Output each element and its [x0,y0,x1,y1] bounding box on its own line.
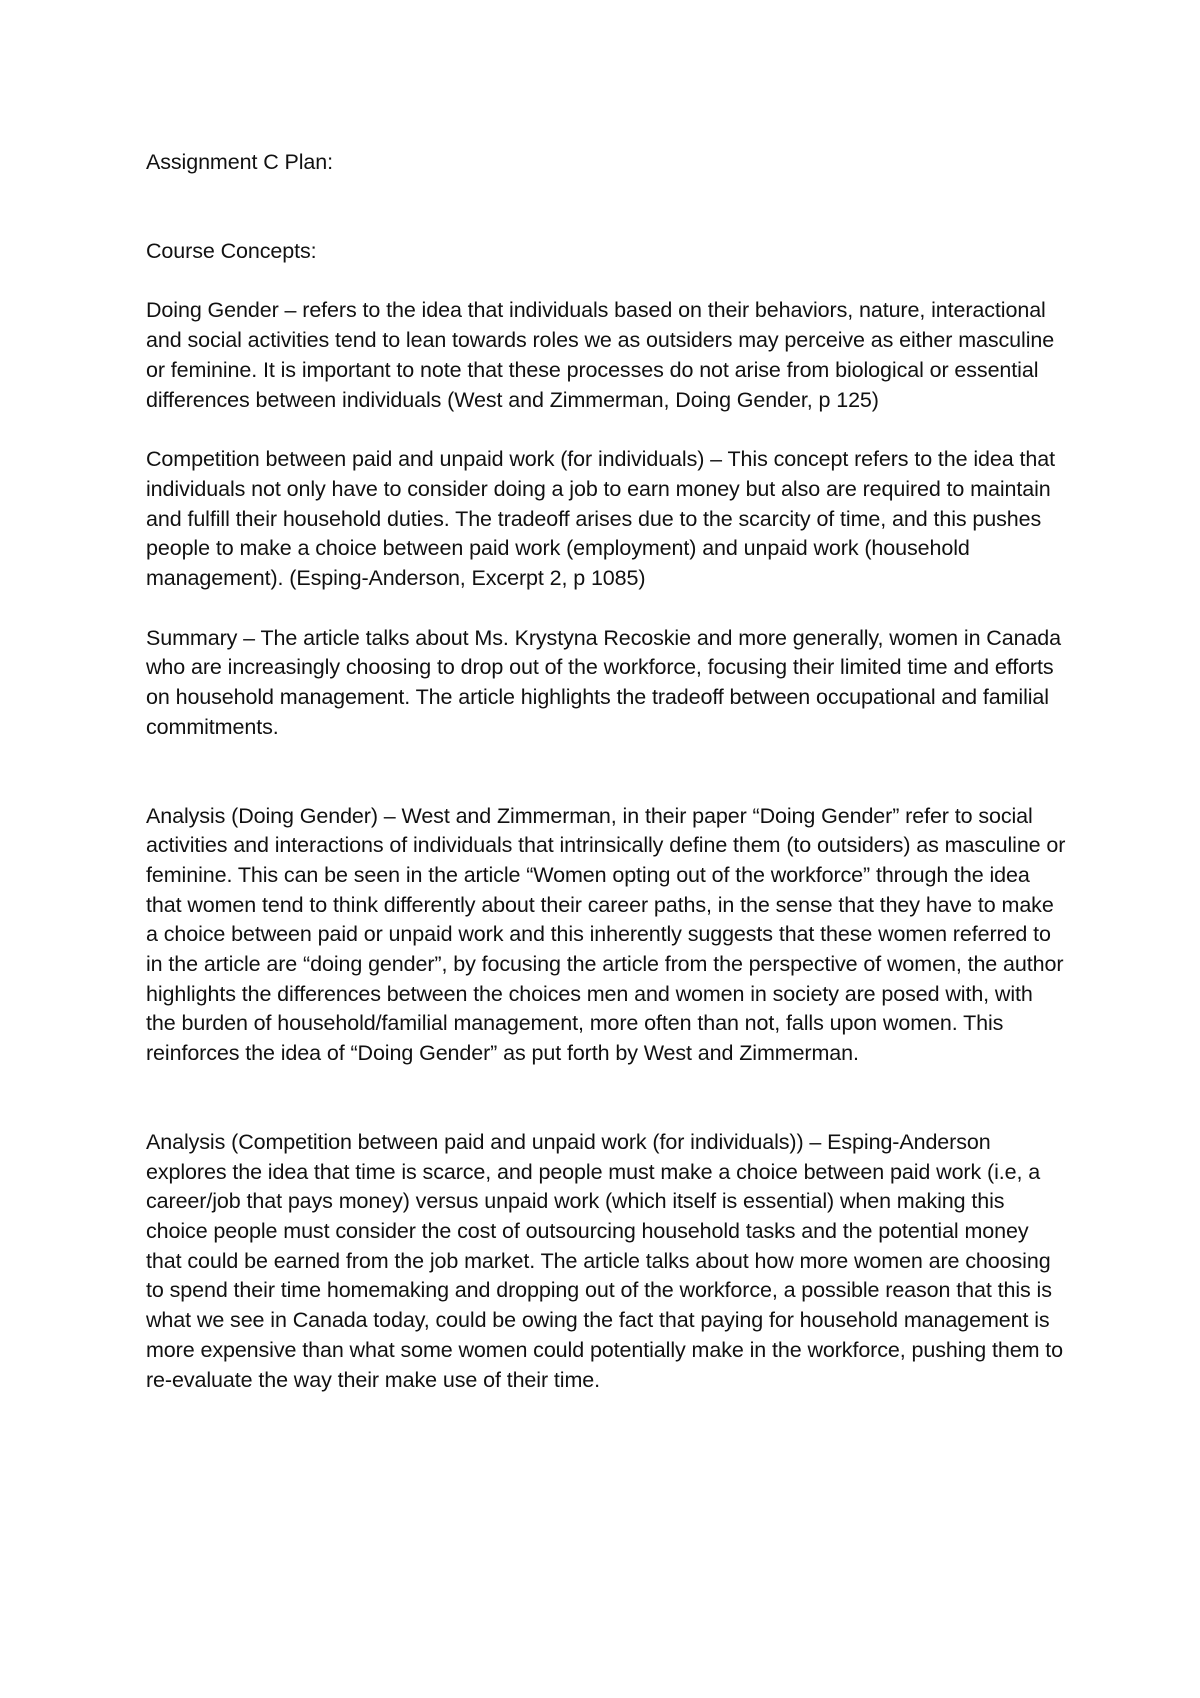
paragraph-doing-gender: Doing Gender – refers to the idea that individuals based on their behaviors, nature, interactional and social activities tend to lean towards roles we as outsiders may perceive as either masculine or feminine. It is important to note that these processes do not arise from biological or essential differences between individuals (West and Zimmerman, Doing Gender, p 125) [146,298,1055,412]
document-page [146,148,1066,1395]
paragraph-competition-paid-unpaid: Competition between paid and unpaid work (for individuals) – This concept refers to the idea that individuals not only have to consider doing a job to earn money but also are required to maintain and fulfill their household duties. The tradeoff arises due to the scarcity of time, and this pushes people to make a choice between paid work (employment) and unpaid work (household management). (Esping-Anderson, Excerpt 2, p 1085) [146,447,1055,591]
paragraph-analysis-competition: Analysis (Competition between paid and unpaid work (for individuals)) – Esping-Anderson explores the idea that time is scarce, and people must make a choice between paid work (i.e, a career/job that pays money) versus unpaid work (which itself is essential) when making this choice people must consider the cost of outsourcing household tasks and the potential money that could be earned from the job market. The article talks about how more women are choosing to spend their time homemaking and dropping out of the workforce, a possible reason that this is what we see in Canada today, could be owing the fact that paying for household management is more expensive than what some women could potentially make in the workforce, pushing them to re-evaluate the way their make use of their time. [146,1129,1063,1392]
paragraph-summary: Summary – The article talks about Ms. Krystyna Recoskie and more generally, women in Canada who are increasingly choosing to drop out of the workforce, focusing their limited time and efforts on household management. The article highlights the tradeoff between occupational and familial commitments. [146,625,1062,739]
section-heading-course-concepts: Course Concepts: [146,238,317,263]
document-title: Assignment C Plan: [146,150,334,174]
paragraph-analysis-doing-gender: Analysis (Doing Gender) – West and Zimmerman, in their paper “Doing Gender” refer to social activities and interactions of individuals that intrinsically define them (to outsiders) as masculine or feminine. This can be seen in the article “Women opting out of the workforce” through the idea that women tend to think differently about their career paths, in the sense that they have to make a choice between paid or unpaid work and this inherently suggests that these women referred to in the article are “doing gender”, by focusing the article from the perspective of women, the author highlights the differences between the choices men and women in society are posed with, with the burden of household/familial management, more often than not, falls upon women. This reinforces the idea of “Doing Gender” as put forth by West and Zimmerman. [146,803,1066,1066]
